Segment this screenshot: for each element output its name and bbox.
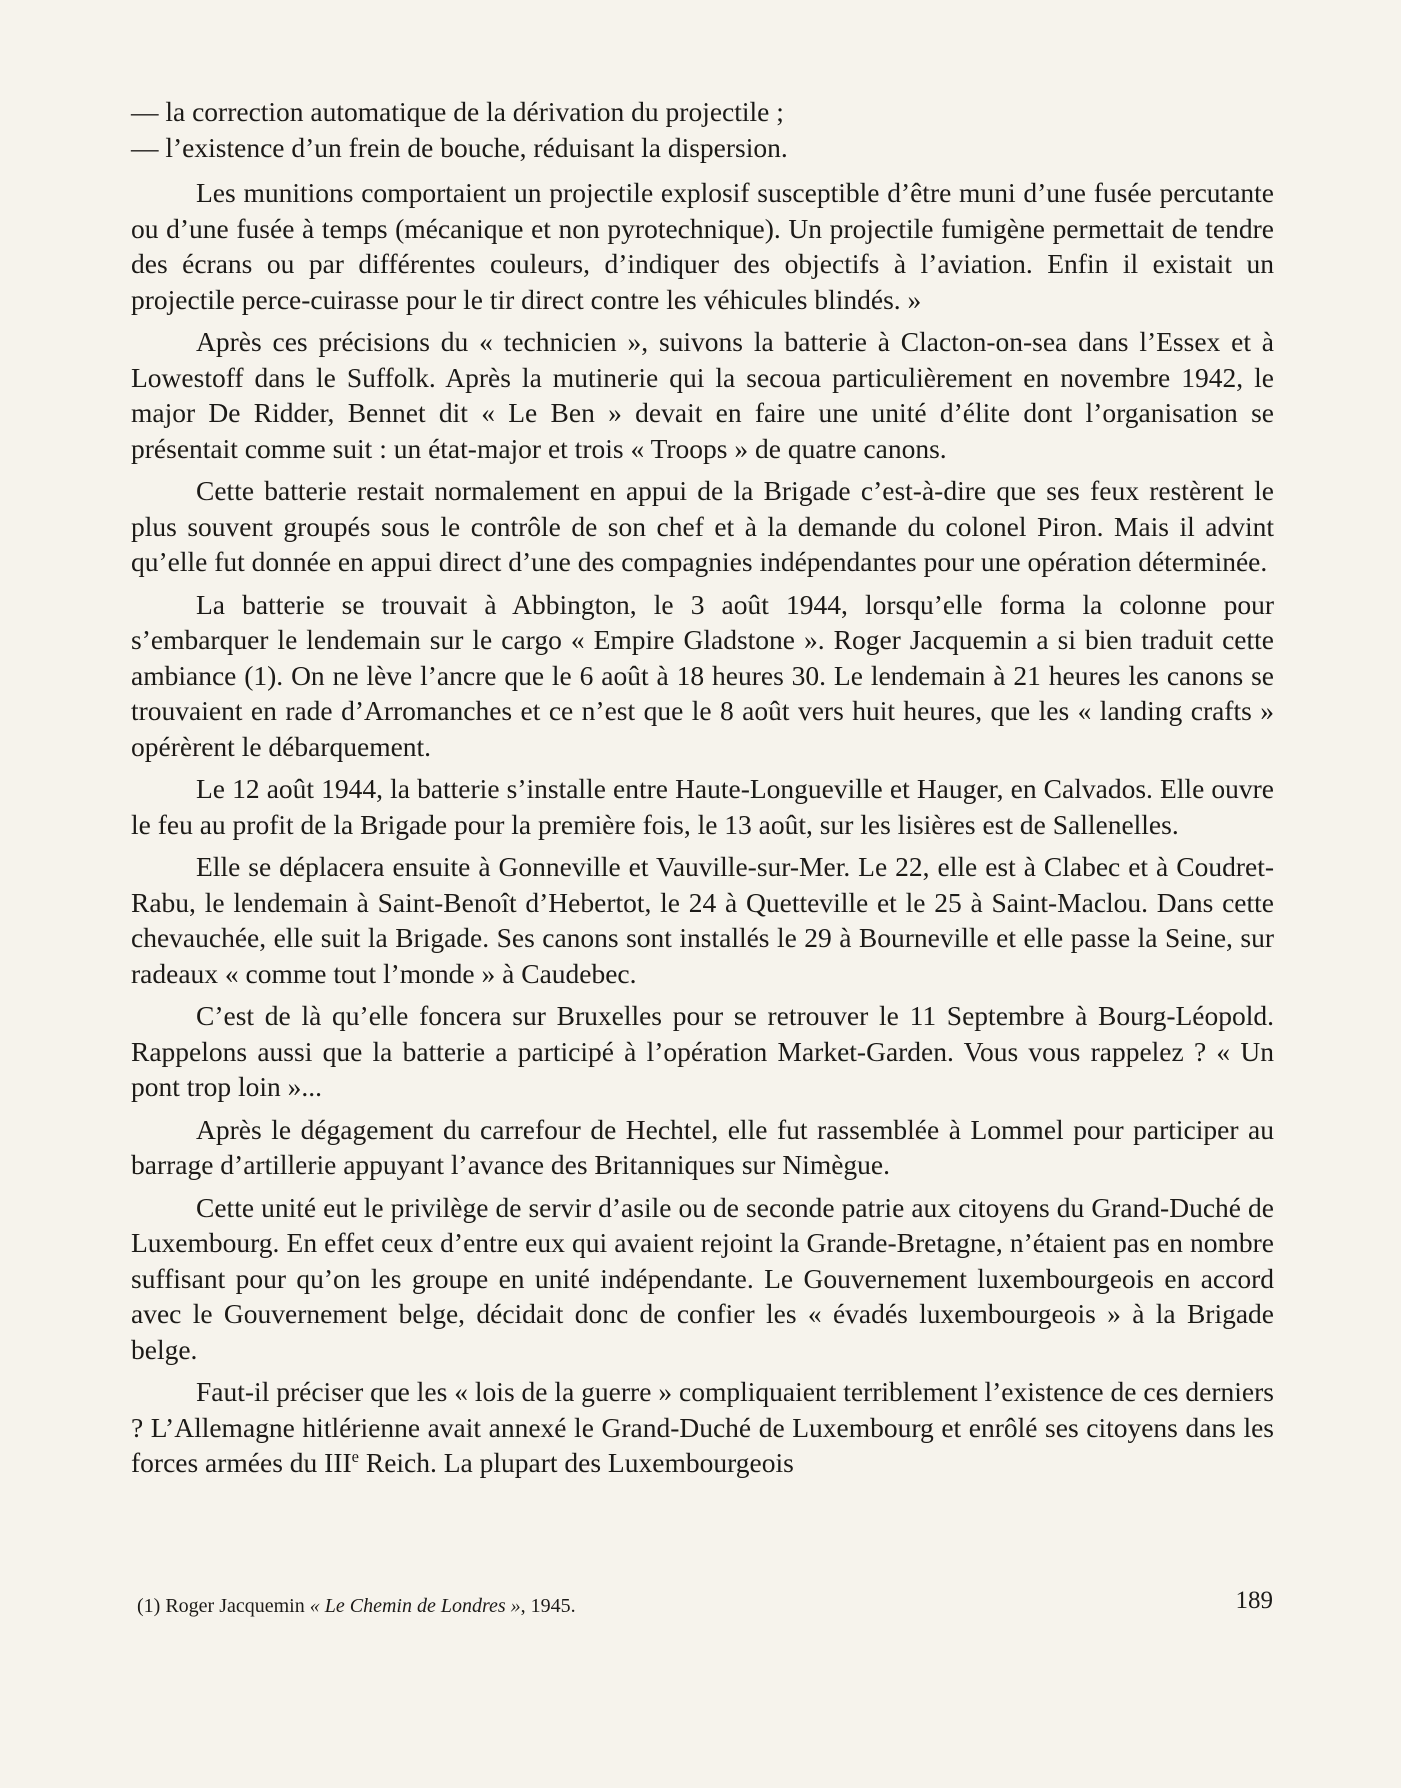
paragraph: La batterie se trouvait à Abbington, le 3 août 1944, lorsqu’elle forma la colonne pour s’embarquer le lendemain sur le cargo « Empire Gladstone ». Roger Jacquemin a si bien traduit cette ambiance (1). On ne lève l’ancre que le 6 août à 18 heures 30. Le lendemain à 21 heures les canons se trouvaient en rade d’Arromanches et ce n’est que le 8 août vers huit heures, que les « landing crafts » opérèrent le débarquement. — [131, 588, 1274, 762]
paragraph: Après ces précisions du « technicien », suivons la batterie à Clacton-on-sea dans l’Essex et à Lowestoff dans le Suffolk. Après la mutinerie qui la secoua particulièrement en novembre 1942, le major De Ridder, Bennet dit « Le Ben » devait en faire une unité d’élite dont l’organisation se présentait comme suit : un état-major et trois « Troops » de quatre canons. — [131, 326, 1274, 464]
paragraph: Cette batterie restait normalement en appui de la Brigade c’est-à-dire que ses feux restèrent le plus souvent groupés sous le contrôle de son chef et à la demande du colonel Piron. Mais il advint qu’elle fut donnée en appui direct d’une des compagnies indépendantes pour une opération déterminée. — [131, 475, 1274, 577]
paragraph-last-text-end: Reich. La plupart des Luxembourgeois — [358, 1447, 794, 1478]
paragraph: C’est de là qu’elle foncera sur Bruxelles pour se retrouver le 11 Septembre à Bourg-Léopold. Rappelons aussi que la batterie a participé à l’opération Market-Garden. Vous vous rappelez ? « Un pont trop loin »... — [131, 1000, 1274, 1102]
paragraph: Elle se déplacera ensuite à Gonneville et Vauville-sur-Mer. Le 22, elle est à Clabec et à Coudret-Rabu, le lendemain à Saint-Benoît d’Hebertot, le 24 à Quetteville et le 25 à Saint-Maclou. Dans cette chevauchée, elle suit la Brigade. Ses canons sont installés le 29 à Bourneville et elle passe la Seine, sur radeaux « comme tout l’monde » à Caudebec. — [131, 851, 1274, 989]
footnote-year: , 1945. — [520, 1595, 576, 1617]
dash-item: — la correction automatique de la dérivation du projectile ; — [131, 96, 784, 127]
dash-item: — l’existence d’un frein de bouche, réduisant la dispersion. — [131, 131, 788, 163]
superscript: e — [351, 1446, 359, 1466]
body-text — [131, 94, 1274, 1481]
footnote-title: « Le Chemin de Londres » — [309, 1595, 521, 1617]
paragraph: Cette unité eut le privilège de servir d’asile ou de seconde patrie aux citoyens du Grand-Duché de Luxembourg. En effet ceux d’entre eux qui avaient rejoint la Grande-Bretagne, n’étaient pas en nombre suffisant pour qu’on les groupe en unité indépendante. Le Gouvernement luxembourgeois en accord avec le Gouvernement belge, décidait donc de confier les « évadés luxembourgeois » à la Brigade belge. — [131, 1191, 1274, 1365]
footnote-marker: (1) — [137, 1595, 161, 1617]
paragraph: Les munitions comportaient un projectile explosif susceptible d’être muni d’une fusée percutante ou d’une fusée à temps (mécanique et non pyrotechnique). Un projectile fumigène permettait de tendre des écrans ou par différentes couleurs, d’indiquer des objectifs à l’aviation. Enfin il existait un projectile perce-cuirasse pour le tir direct contre les véhicules blindés. » — [131, 177, 1274, 315]
footnote-author: Roger Jacquemin — [165, 1595, 305, 1617]
page-number: 189 — [1235, 1587, 1273, 1614]
paragraph: Le 12 août 1944, la batterie s’installe entre Haute-Longueville et Hauger, en Calvados. Elle ouvre le feu au profit de la Brigade pour la première fois, le 13 août, sur les lisières est de Sallenelles. — [131, 773, 1274, 840]
footnote — [137, 1593, 576, 1619]
paragraph: Après le dégagement du carrefour de Hechtel, elle fut rassemblée à Lommel pour participer au barrage d’artillerie appuyant l’avance des Britanniques sur Nimègue. — [131, 1113, 1274, 1180]
paragraph-last-text: Faut-il préciser que les « lois de la guerre » compliquaient terriblement l’existence de ces derniers ? L’Allemagne hitlérienne avait annexé le Grand-Duché de Luxembourg et enrôlé ses citoyens dans les forces armées du III — [131, 1376, 1274, 1478]
paragraph-last — [131, 1374, 1274, 1481]
